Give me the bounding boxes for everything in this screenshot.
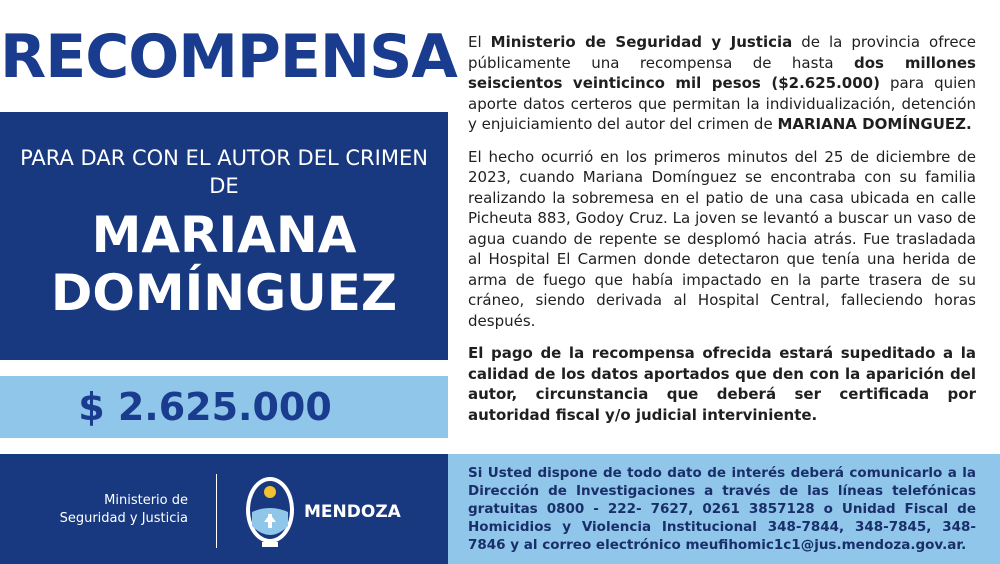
victim-name	[10, 206, 438, 322]
victim-name-line1: MARIANA	[91, 206, 357, 264]
ministry-label	[40, 492, 188, 528]
reward-amount-box	[0, 376, 448, 438]
divider	[216, 474, 217, 548]
victim-name-line2: DOMÍNGUEZ	[50, 264, 398, 322]
reward-text-bold: dos millones seiscientos veinticinco mil pesos ($2.625.000)	[468, 53, 976, 92]
mendoza-coat-of-arms-icon	[244, 474, 296, 550]
paragraph-intro	[468, 32, 976, 135]
reward-amount: $ 2.625.000	[78, 385, 332, 429]
ministry-name-bold: Ministerio de Seguridad y Justicia	[490, 33, 793, 51]
text-span: El	[468, 33, 491, 51]
page-title: RECOMPENSA	[0, 22, 457, 92]
paragraph-conditions	[468, 343, 976, 425]
text-span: para quien aporte datos certeros que permitan la individualización, detención y enjuiciamiento del autor del crimen de	[468, 74, 976, 133]
body-text	[468, 32, 976, 437]
footer-contact	[448, 454, 1000, 564]
province-label: MENDOZA	[304, 502, 401, 522]
contact-info: Si Usted dispone de todo dato de interés deberá comunicarlo a la Dirección de Investigaciones a través de las líneas telefónicas gratuitas 0800 - 222- 7627, 0261 3857128 o Unidad Fiscal de Homicidios y Violencia Institucional 348-7844, 348-7845, 348-7846 y al correo electrónico meufihomic1c1@jus.mendoza.gov.ar.	[468, 465, 976, 553]
victim-name-bold: MARIANA DOMÍNGUEZ.	[777, 115, 972, 133]
conditions-bold: El pago de la recompensa ofrecida estará supeditado a la calidad de los datos aportados que den con la aparición del autor, circunstancia que deberá ser certificada por autoridad fiscal y/o judicial interviniente.	[468, 344, 976, 424]
paragraph-facts: El hecho ocurrió en los primeros minutos del 25 de diciembre de 2023, cuando Mariana Domínguez se encontraba con su familia realizando la sobremesa en el patio de una casa ubicada en calle Picheuta 883, Godoy Cruz. La joven se levantó a buscar un vaso de agua cuando de repente se desplomó hacia atrás. Fue trasladada al Hospital El Carmen donde detectaron que tenía una herida de arma de fuego que había impactado en la parte trasera de su cráneo, siendo derivada al Hospital Central, falleciendo horas después.	[468, 147, 976, 330]
text-span: de la provincia ofrece públicamente una recompensa de hasta	[468, 33, 977, 72]
subtitle: PARA DAR CON EL AUTOR DEL CRIMEN DE	[20, 146, 428, 198]
footer-branding	[0, 454, 448, 564]
ministry-line1: Ministerio de	[104, 493, 188, 508]
headline-box	[0, 112, 448, 360]
ministry-line2: Seguridad y Justicia	[59, 511, 188, 526]
